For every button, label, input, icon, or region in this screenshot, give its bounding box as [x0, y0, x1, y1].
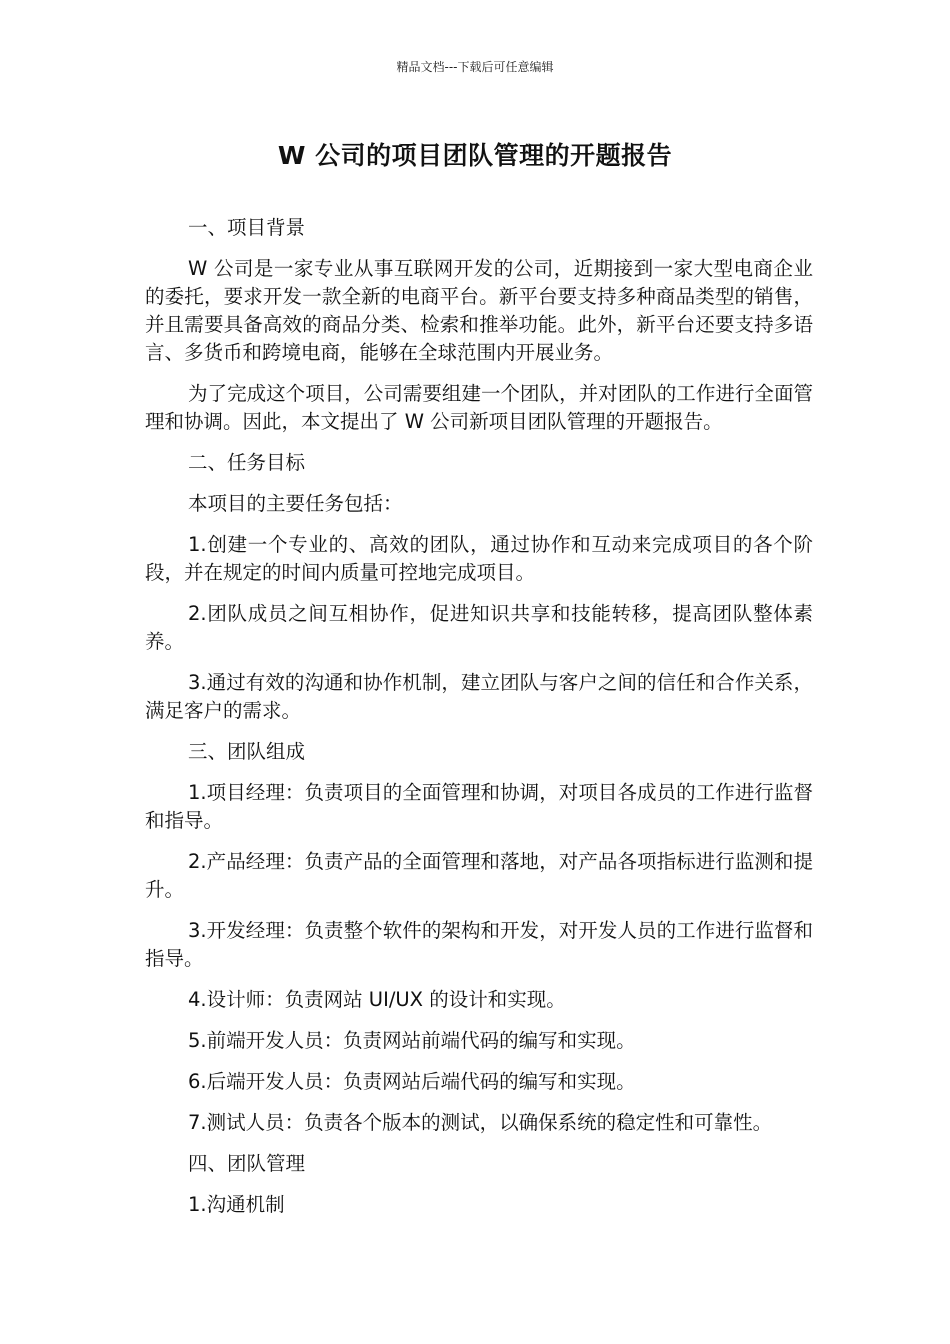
- list-item-role-7: 7.测试人员：负责各个版本的测试，以确保系统的稳定性和可靠性。: [188, 1111, 773, 1134]
- list-item-role-6: 6.后端开发人员：负责网站后端代码的编写和实现。: [188, 1070, 636, 1093]
- list-item-role-3: 3.开发经理：负责整个软件的架构和开发，对开发人员的工作进行监督和指导。: [145, 919, 813, 970]
- list-item-role-1: 1.项目经理：负责项目的全面管理和协调，对项目各成员的工作进行监督和指导。: [145, 781, 813, 832]
- list-item-management-1: 1.沟通机制: [188, 1193, 285, 1216]
- list-item-goal-3: 3.通过有效的沟通和协作机制，建立团队与客户之间的信任和合作关系，满足客户的需求。: [145, 671, 813, 722]
- list-item-role-4: 4.设计师：负责网站 UI/UX 的设计和实现。: [188, 988, 566, 1011]
- list-item-goal-1: 1.创建一个专业的、高效的团队，通过协作和互动来完成项目的各个阶段，并在规定的时间内质量可控地完成项目。: [145, 533, 813, 584]
- paragraph-goals-intro: 本项目的主要任务包括：: [188, 492, 403, 515]
- list-item-role-5: 5.前端开发人员：负责网站前端代码的编写和实现。: [188, 1029, 636, 1052]
- section-heading-goals: 二、任务目标: [188, 451, 306, 474]
- header-note: 精品文档---下载后可任意编辑: [396, 60, 554, 74]
- section-heading-background: 一、项目背景: [188, 216, 306, 239]
- document-body: [145, 214, 813, 1232]
- paragraph-background-1: W 公司是一家专业从事互联网开发的公司，近期接到一家大型电商企业的委托，要求开发一款全新的电商平台。新平台要支持多种商品类型的销售，并且需要具备高效的商品分类、检索和推举功能。此外，新平台还要支持多语言、多货币和跨境电商，能够在全球范围内开展业务。: [145, 257, 813, 364]
- paragraph-background-2: 为了完成这个项目，公司需要组建一个团队，并对团队的工作进行全面管理和协调。因此，本文提出了 W 公司新项目团队管理的开题报告。: [145, 382, 813, 433]
- section-heading-management: 四、团队管理: [188, 1152, 306, 1175]
- document-title: W 公司的项目团队管理的开题报告: [277, 141, 673, 170]
- section-heading-team: 三、团队组成: [188, 740, 306, 763]
- list-item-goal-2: 2.团队成员之间互相协作，促进知识共享和技能转移，提高团队整体素养。: [145, 602, 813, 653]
- list-item-role-2: 2.产品经理：负责产品的全面管理和落地，对产品各项指标进行监测和提升。: [145, 850, 813, 901]
